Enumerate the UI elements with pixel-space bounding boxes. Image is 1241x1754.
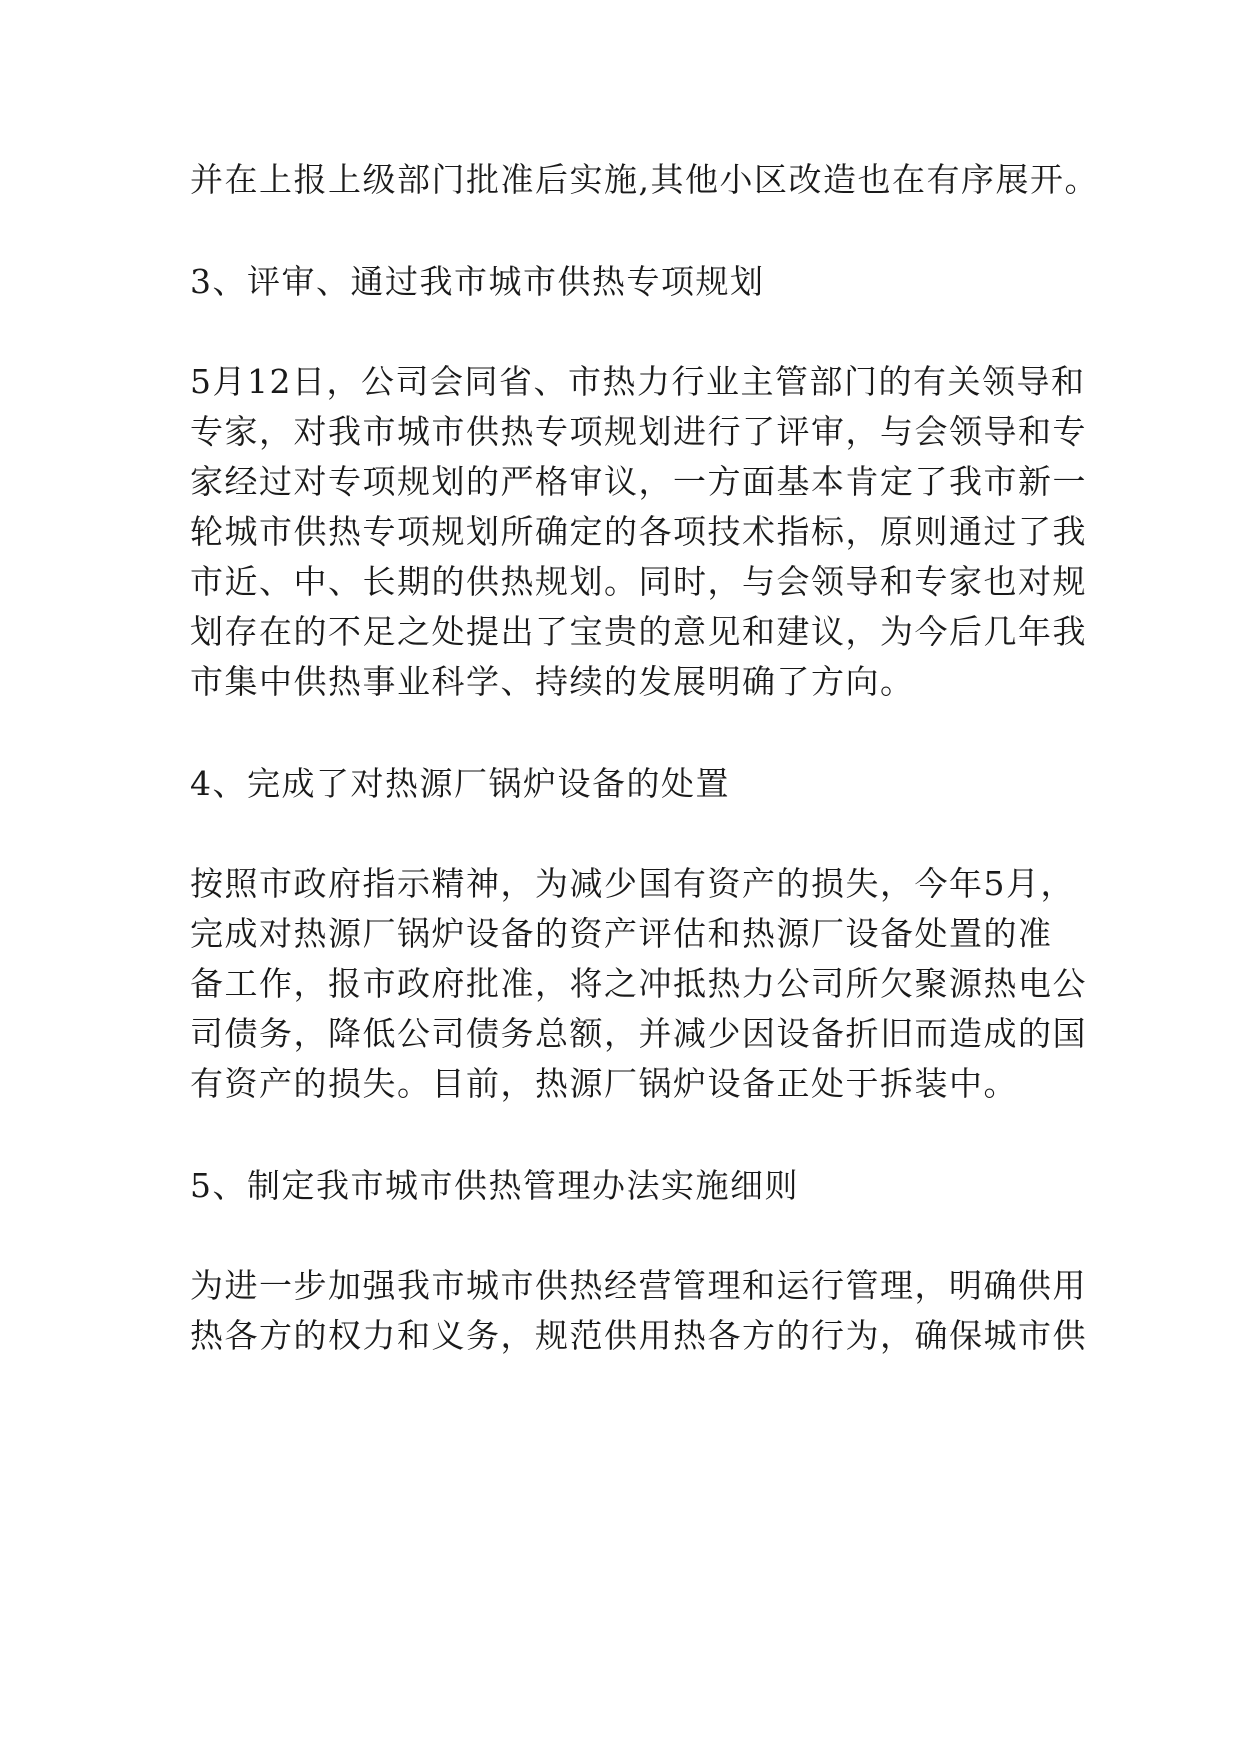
paragraph-line: 专家，对我市城市供热专项规划进行了评审，与会领导和专	[190, 412, 1087, 451]
paragraph-line: 划存在的不足之处提出了宝贵的意见和建议，为今后几年我	[190, 612, 1087, 651]
paragraph-line: 5月12日，公司会同省、市热力行业主管部门的有关领导和	[190, 362, 1086, 401]
paragraph-line: 家经过对专项规划的严格审议，一方面基本肯定了我市新一	[190, 462, 1087, 501]
paragraph-line: 市近、中、长期的供热规划。同时，与会领导和专家也对规	[190, 562, 1087, 601]
paragraph-line: 轮城市供热专项规划所确定的各项技术指标，原则通过了我	[190, 512, 1087, 551]
paragraph-line: 完成对热源厂锅炉设备的资产评估和热源厂设备处置的准	[190, 914, 1053, 953]
paragraph-line: 备工作，报市政府批准，将之冲抵热力公司所欠聚源热电公	[190, 964, 1087, 1003]
paragraph-line: 按照市政府指示精神，为减少国有资产的损失，今年5月，	[190, 864, 1075, 903]
paragraph-continuation-line: 并在上报上级部门批准后实施,其他小区改造也在有序展开。	[190, 160, 1099, 199]
paragraph-line: 为进一步加强我市城市供热经营管理和运行管理，明确供用	[190, 1266, 1087, 1305]
paragraph-line: 热各方的权力和义务，规范供用热各方的行为，确保城市供	[190, 1316, 1087, 1355]
paragraph-line: 有资产的损失。目前，热源厂锅炉设备正处于拆装中。	[190, 1064, 1018, 1103]
section-heading-5: 5、制定我市城市供热管理办法实施细则	[190, 1166, 799, 1205]
section-heading-4: 4、完成了对热源厂锅炉设备的处置	[190, 764, 730, 803]
paragraph-line: 市集中供热事业科学、持续的发展明确了方向。	[190, 662, 915, 701]
paragraph-line: 司债务，降低公司债务总额，并减少因设备折旧而造成的国	[190, 1014, 1087, 1053]
section-heading-3: 3、评审、通过我市城市供热专项规划	[190, 262, 765, 301]
